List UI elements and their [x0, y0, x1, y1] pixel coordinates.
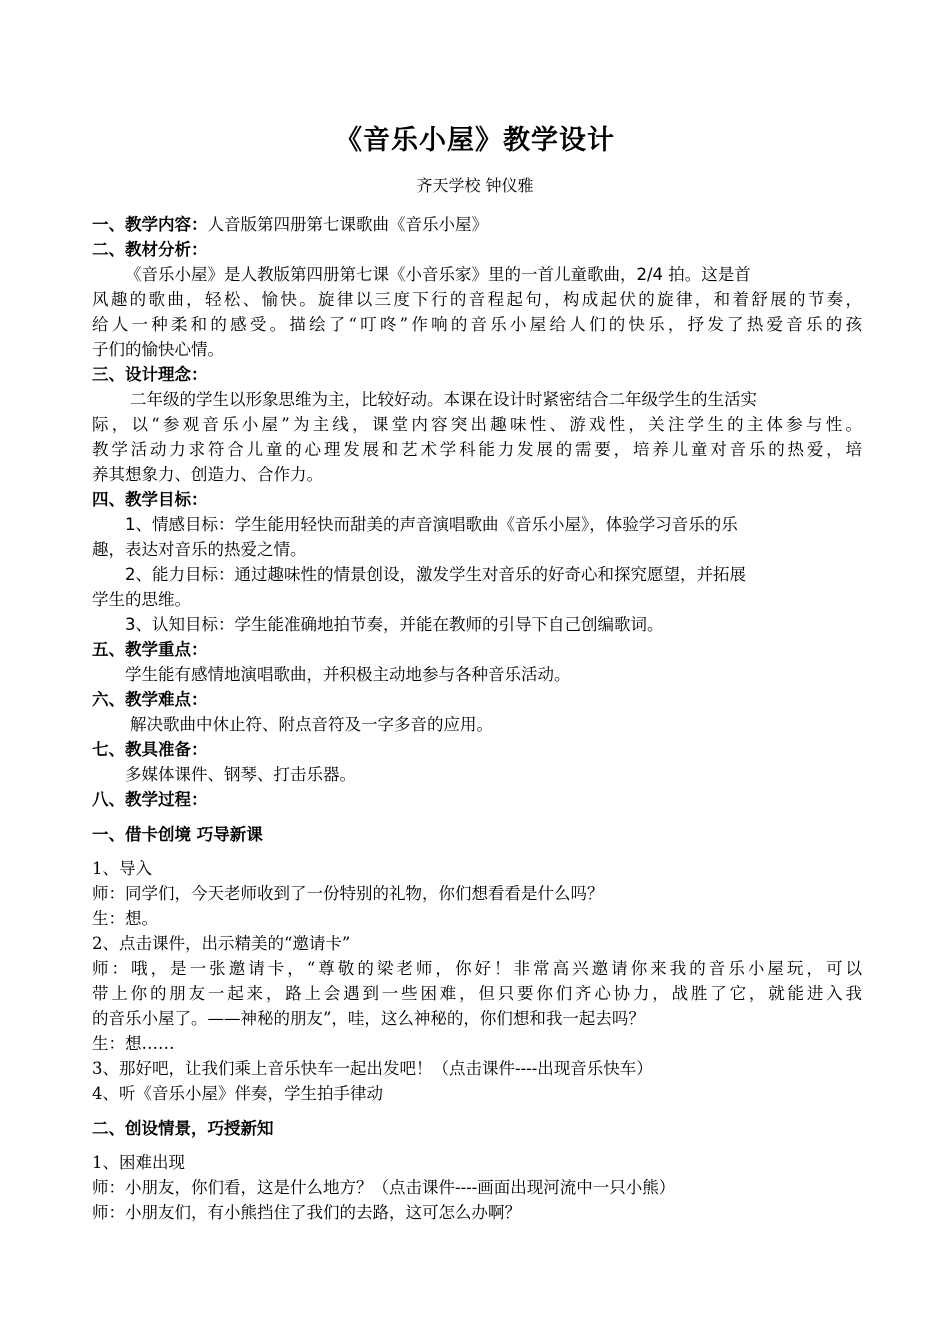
paragraph-line: 趣，表达对音乐的热爱之情。: [92, 540, 307, 559]
section-heading: 三、设计理念：: [92, 365, 208, 384]
goal-item: 2、能力目标：通过趣味性的情景创设，激发学生对音乐的好奇心和探究愿望，并拓展: [125, 565, 746, 584]
section-text: 人音版第四册第七课歌曲《音乐小屋》: [207, 215, 488, 234]
goal-item: 3、认知目标：学生能准确地拍节奏，并能在教师的引导下自己创编歌词。: [125, 615, 664, 634]
paragraph-line: 3、那好吧，让我们乘上音乐快车一起出发吧！（点击课件----出现音乐快车）: [92, 1059, 653, 1078]
paragraph-line: 4、听《音乐小屋》伴奏，学生拍手律动: [92, 1084, 383, 1103]
section-content: [92, 212, 862, 237]
section-heading: 四、教学目标：: [92, 490, 208, 509]
author-line: 齐天学校 钟仪雅: [416, 176, 534, 195]
page-title: 《音乐小屋》教学设计: [335, 125, 615, 156]
section-heading: 六、教学难点：: [92, 690, 208, 709]
process-heading: 一、借卡创境 巧导新课: [92, 825, 263, 844]
paragraph-line: 的音乐小屋了。——神秘的朋友”，哇，这么神秘的，你们想和我一起去吗？: [92, 1009, 645, 1028]
paragraph-line: 生：想……: [92, 1034, 175, 1053]
paragraph-line: 多媒体课件、钢琴、打击乐器。: [125, 765, 356, 784]
paragraph-line: 《音乐小屋》是人教版第四册第七课《小音乐家》里的一首儿童歌曲，2/4 拍。这是首: [125, 265, 751, 284]
paragraph-line: 师：哦，是一张邀请卡，“尊敬的梁老师，你好！非常高兴邀请你来我的音乐小屋玩，可以: [92, 959, 862, 978]
paragraph-line: 1、导入: [92, 859, 152, 878]
paragraph-line: 师：小朋友，你们看，这是什么地方？（点击课件----画面出现河流中一只小熊）: [92, 1178, 676, 1197]
paragraph-line: 学生的思维。: [92, 590, 191, 609]
paragraph-line: 教学活动力求符合儿童的心理发展和艺术学科能力发展的需要，培养儿童对音乐的热爱，培: [92, 440, 862, 459]
section-heading: 八、教学过程：: [92, 790, 208, 809]
paragraph-line: 给人一种柔和的感受。描绘了“叮咚”作响的音乐小屋给人们的快乐，抒发了热爱音乐的孩: [92, 315, 862, 334]
paragraph-line: 养其想象力、创造力、合作力。: [92, 465, 323, 484]
section-heading: 二、教材分析：: [92, 240, 208, 259]
paragraph-line: 师：小朋友们，有小熊挡住了我们的去路，这可怎么办啊？: [92, 1203, 521, 1222]
section-heading: 五、教学重点：: [92, 640, 208, 659]
paragraph-line: 二年级的学生以形象思维为主，比较好动。本课在设计时紧密结合二年级学生的生活实: [130, 390, 757, 409]
paragraph-line: 1、困难出现: [92, 1153, 185, 1172]
paragraph-line: 际，以“参观音乐小屋”为主线，课堂内容突出趣味性、游戏性，关注学生的主体参与性。: [92, 415, 862, 434]
paragraph-line: 生：想。: [92, 909, 158, 928]
section-heading: 七、教具准备：: [92, 740, 208, 759]
process-heading: 二、创设情景，巧授新知: [92, 1119, 274, 1138]
paragraph-line: 解决歌曲中休止符、附点音符及一字多音的应用。: [130, 715, 493, 734]
goal-item: 1、情感目标：学生能用轻快而甜美的声音演唱歌曲《音乐小屋》，体验学习音乐的乐: [125, 515, 738, 534]
paragraph-line: 学生能有感情地演唱歌曲，并积极主动地参与各种音乐活动。: [125, 665, 571, 684]
paragraph-line: 风趣的歌曲，轻松、愉快。旋律以三度下行的音程起句，构成起伏的旋律，和着舒展的节奏，: [92, 290, 862, 309]
section-heading: 一、教学内容：: [92, 215, 208, 234]
paragraph-line: 子们的愉快心情。: [92, 340, 224, 359]
paragraph-line: 师：同学们，今天老师收到了一份特别的礼物，你们想看看是什么吗？: [92, 884, 604, 903]
document-body: [92, 212, 862, 1225]
paragraph-line: 带上你的朋友一起来，路上会遇到一些困难，但只要你们齐心协力，战胜了它，就能进入我: [92, 984, 862, 1003]
paragraph-line: 2、点击课件，出示精美的“邀请卡”: [92, 934, 351, 953]
